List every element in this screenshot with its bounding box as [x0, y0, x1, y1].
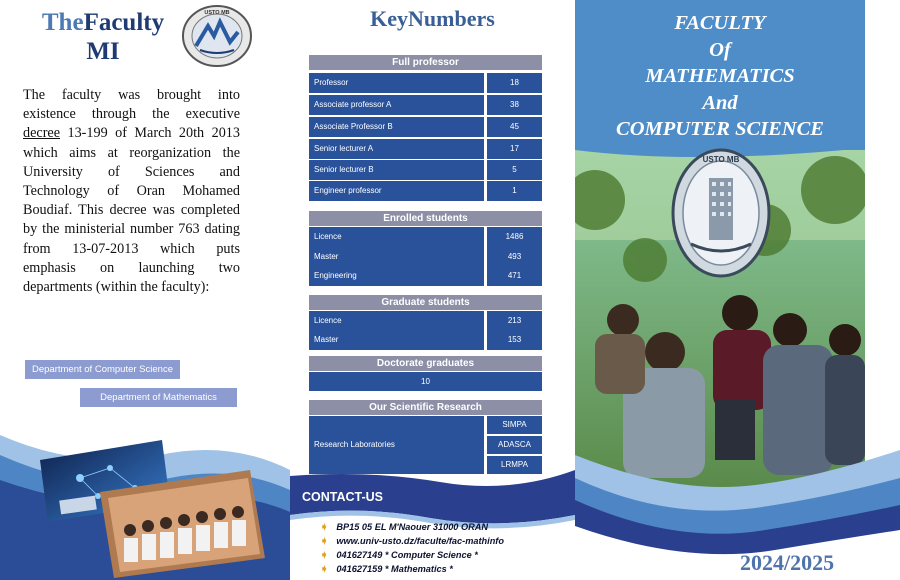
left-panel: [0, 0, 290, 580]
row-label: Senior lecturer A: [309, 139, 484, 159]
row-value: 493: [487, 247, 542, 267]
row-label: Senior lecturer B: [309, 160, 484, 180]
title-line: FACULTY: [674, 12, 766, 34]
contact-phone-math: [320, 564, 453, 575]
contact-line: BP15 05 EL M'Naouer 31000 ORAN: [336, 522, 489, 532]
middle-panel: [290, 0, 575, 580]
doctorate-graduates-value: 10: [309, 372, 542, 391]
department-computer-science: Department of Computer Science: [25, 360, 180, 379]
row-label: Licence: [309, 311, 484, 331]
row-value: 17: [487, 139, 542, 159]
title-line: Of: [709, 38, 731, 61]
faculty-main-title: [575, 10, 865, 143]
row-label: Master: [309, 247, 484, 267]
title-line: MATHEMATICS: [645, 65, 795, 87]
title-line: COMPUTER SCIENCE: [616, 118, 824, 140]
scientific-research-title: Our Scientific Research: [309, 400, 542, 415]
row-value: 18: [487, 73, 542, 93]
right-panel: [575, 0, 900, 580]
logo-seal-text: USTO MB: [702, 155, 740, 164]
lab-adasca: ADASCA: [487, 436, 542, 454]
row-label: Licence: [309, 227, 484, 247]
graduates-group-photo: [100, 470, 265, 578]
contact-line: 041627149 * Computer Science *: [336, 550, 478, 560]
row-label: Engineering: [309, 266, 484, 286]
brand-word: Faculty: [83, 9, 165, 36]
contact-address: [320, 522, 488, 533]
contact-phone-cs: [320, 550, 478, 561]
key-numbers-heading: KeyNumbers: [370, 6, 495, 31]
row-label: Engineer professor: [309, 181, 484, 201]
seal-text: USTO MB: [204, 10, 230, 16]
row-value: 5: [487, 160, 542, 180]
contact-line: 041627159 * Mathematics *: [336, 564, 453, 574]
university-logo-icon: [671, 148, 771, 278]
arrow-bullet-icon: ➧: [320, 564, 329, 575]
doctorate-graduates-title: Doctorate graduates: [309, 356, 542, 371]
lab-lrmpa: LRMPA: [487, 456, 542, 474]
full-professor-title: Full professor: [309, 55, 542, 70]
intro-part2: 13-199 of March 20th 2013 which aims at reorganization the University of Sciences and Technology of Oran Mohamed Boudiaf. This decree was completed by the ministerial number 763 dating from 13-07-2013 which puts emphasis on launching two departments (within the faculty):: [23, 125, 240, 296]
row-value: 213: [487, 311, 542, 331]
brand-line2: MI: [86, 38, 120, 65]
arrow-bullet-icon: ➧: [320, 536, 329, 547]
lab-simpa: SIMPA: [487, 416, 542, 434]
row-label: Associate Professor B: [309, 117, 484, 137]
graduate-students-title: Graduate students: [309, 295, 542, 310]
row-value: 45: [487, 117, 542, 137]
research-laboratories-label: Research Laboratories: [309, 416, 484, 474]
contact-line: www.univ-usto.dz/faculte/fac-mathinfo: [336, 536, 504, 546]
arrow-bullet-icon: ➧: [320, 522, 329, 533]
row-label: Professor: [309, 73, 484, 93]
department-mathematics: Department of Mathematics: [80, 388, 237, 407]
arrow-bullet-icon: ➧: [320, 550, 329, 561]
brand-prefix: The: [41, 9, 84, 36]
contact-website[interactable]: [320, 536, 504, 547]
contact-us-title: CONTACT-US: [302, 490, 384, 504]
row-value: 471: [487, 266, 542, 286]
row-label: Master: [309, 330, 484, 350]
academic-year: 2024/2025: [740, 550, 835, 575]
row-label: Associate professor A: [309, 95, 484, 115]
row-value: 1486: [487, 227, 542, 247]
row-value: 38: [487, 95, 542, 115]
intro-part1: The faculty was brought into existence through the executive: [23, 87, 240, 123]
intro-decree-word: decree: [23, 125, 61, 142]
row-value: 153: [487, 330, 542, 350]
title-line: And: [702, 91, 738, 114]
row-value: 1: [487, 181, 542, 201]
enrolled-students-title: Enrolled students: [309, 211, 542, 226]
